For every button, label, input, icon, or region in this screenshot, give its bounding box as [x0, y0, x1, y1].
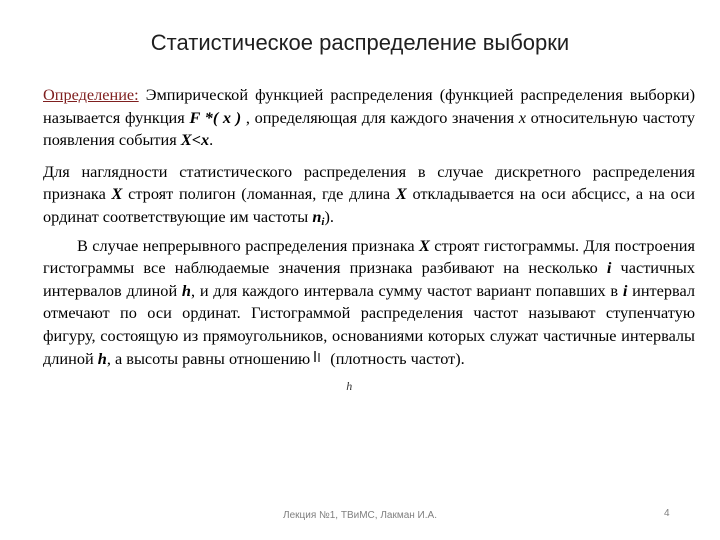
definition-term: Определение:: [43, 85, 139, 104]
formula-fx: F *( x ): [189, 107, 242, 127]
footer-caption: Лекция №1, ТВиМС, Лакман И.А.: [283, 510, 437, 521]
text: Для наглядности статистического распределения в случае дискретного распределения признака: [43, 161, 695, 204]
fraction-formula-image: [310, 351, 353, 393]
text: (плотность частот).: [326, 348, 465, 368]
text: интервал отмечают по оси ординат. Гистограммой распределения частот называют ступенчатую фигуру, состоящую из прямоугольников, основаниями которых служат частичные интервалы длиной: [43, 280, 695, 368]
text: строят полигон (ломанная, где длина: [122, 184, 396, 204]
text: ).: [324, 206, 334, 226]
fraction-denominator: h: [346, 378, 353, 393]
text: В случае непрерывного распределения признака: [77, 235, 420, 255]
var-x: X: [395, 184, 407, 204]
slide-title: Статистическое распределение выборки: [150, 30, 570, 55]
definition-paragraph: [43, 84, 695, 152]
slide-body: [43, 84, 696, 393]
text: , и для каждого интервала сумму частот вариант попавших в: [190, 280, 623, 300]
polygon-paragraph: [43, 161, 695, 234]
var-x: X: [419, 235, 430, 255]
var-x: х: [518, 107, 526, 127]
var-i: i: [606, 258, 612, 278]
var-n: n: [312, 206, 322, 226]
text: .: [209, 130, 214, 150]
text: откладывается на оси абсцисс, а на оси ординат соответствующие им частоты: [43, 184, 695, 226]
var-i: i: [622, 280, 628, 300]
subscript-i: i: [321, 215, 325, 228]
var-h: h: [181, 280, 191, 300]
text: частичных интервалов длиной: [43, 258, 696, 300]
page-number: 4: [664, 508, 670, 519]
text: , а высоты равны отношению: [106, 348, 311, 368]
text: строят гистограммы. Для построения гистограммы все наблюдаемые значения признака разбивают на несколько: [43, 235, 695, 278]
text: Эмпирической функцией распределения (функцией распределения выборки) называется функция: [43, 85, 695, 127]
text: относительную частоту появления события: [43, 107, 695, 150]
event-condition: X<x: [180, 130, 210, 150]
histogram-paragraph: [43, 235, 696, 393]
text: , определяющая для каждого значения: [241, 107, 519, 127]
var-h: h: [97, 348, 107, 368]
var-x: X: [111, 184, 123, 204]
